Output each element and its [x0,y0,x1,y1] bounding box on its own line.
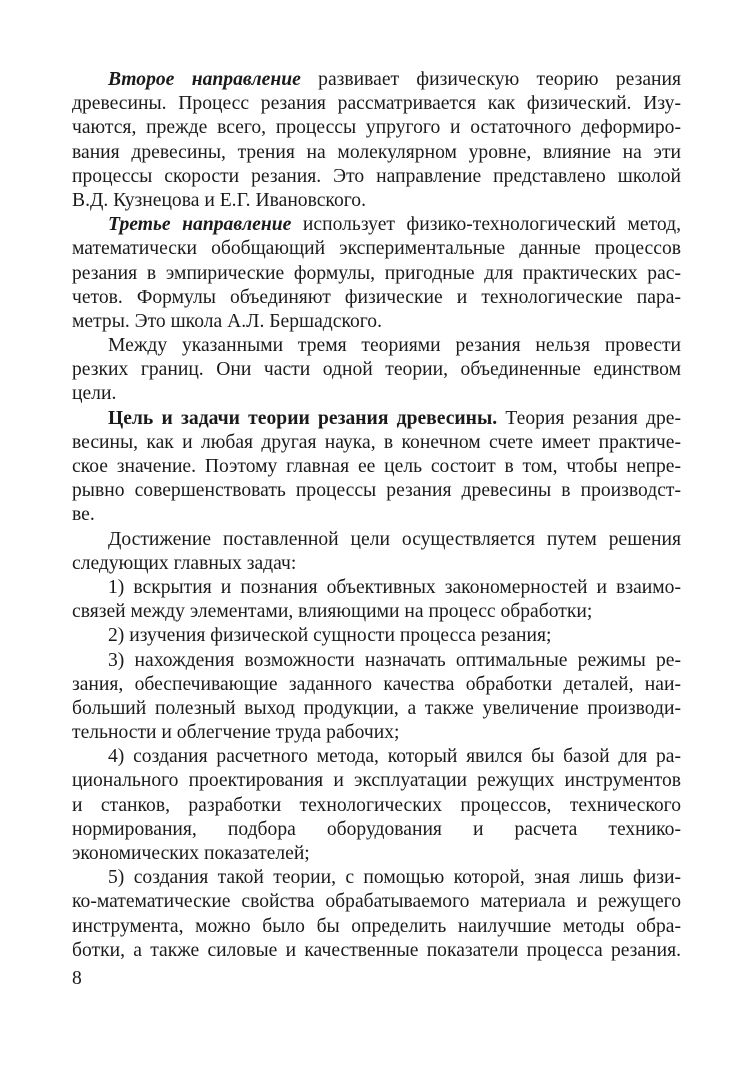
paragraph-third-direction [72,213,681,334]
text-line: 3) нахождения возможности назначать оптимальные режимы ре- [108,649,681,671]
text-line: В.Д. Кузнецова и Е.Г. Ивановского. [72,189,367,211]
text-line: процессы скорости резания. Это направление представлено школой [72,165,681,187]
text-line: зания, обеспечивающие заданного качества обработки деталей, наи- [72,673,681,695]
text-line: ское значение. Поэтому главная ее цель состоит в том, чтобы непре- [72,456,681,477]
term-second-direction: Второе направление [108,69,301,90]
page-number: 8 [72,968,82,989]
section-heading: Цель и задачи теории резания древесины. [108,407,498,429]
text-line: математически обобщающий экспериментальные данные процессов [72,238,681,260]
list-item [72,576,681,624]
paragraph-boundaries [72,334,681,407]
text-line: Достижение поставленной цели осуществляется путем решения [108,528,681,550]
text-line: инструмента, можно было бы определить наилучшие методы обра- [72,915,681,937]
list-item [72,745,681,866]
term-third-direction: Третье направление [108,214,292,236]
text-line: метры. Это школа А.Л. Бершадского. [72,310,383,332]
text-line: нормирования, подбора оборудования и расчета технико- [72,818,681,840]
text-line: резания в эмпирические формулы, пригодные для практических рас- [72,262,681,284]
text-line: больший полезный выход продукции, а также увеличение производи- [72,697,681,719]
text-line: Между указанными тремя теориями резания нельзя провести [108,335,681,357]
text-line: ве. [72,504,95,526]
text-line: древесины. Процесс резания рассматривается как физический. Изу- [72,93,681,115]
text-line: цели. [72,383,117,405]
text-line: ботки, а также силовые и качественные показатели процесса резания. [72,939,681,961]
text-line: четов. Формулы объединяют физические и технологические пара- [72,286,681,308]
text-line: тельности и облегчение труда рабочих; [72,722,400,744]
paragraph-second-direction [72,68,681,213]
paragraph-goals-heading [72,407,681,528]
text-line: резких границ. Они части одной теории, объединенные единством [72,359,681,381]
text-line: связей между элементами, влияющими на процесс обработки; [72,601,593,623]
text-line: и станков, разработки технологических процессов, технического [72,794,681,816]
text-line: Третье направление использует физико-технологический метод, [108,214,681,236]
text-line: ко-математические свойства обрабатываемого материала и режущего [72,891,681,913]
text-line: ционального проектирования и эксплуатации режущих инструментов [72,770,681,792]
page-body [72,68,681,963]
text-line: чаются, прежде всего, процессы упругого и остаточного деформиро- [72,117,681,139]
text-line: вания древесины, трения на молекулярном уровне, влияние на эти [72,141,681,163]
list-item [72,624,681,648]
text-line: следующих главных задач: [72,552,297,574]
text-line: весины, как и любая другая наука, в конечном счете имеет практиче- [72,431,681,453]
text-line: 4) создания расчетного метода, который явился бы базой для ра- [108,746,681,768]
text-line: Цель и задачи теории резания древесины. Теория резания дре- [108,407,681,429]
text-line: 2) изучения физической сущности процесса резания; [108,625,552,647]
text-line: экономических показателей; [72,843,310,864]
paragraph-achievement [72,528,681,576]
text-line: 1) вскрытия и познания объективных закономерностей и взаимо- [108,576,681,598]
list-item [72,649,681,746]
text-line: Второе направление развивает физическую теорию резания [108,69,681,90]
text-line: рывно совершенствовать процессы резания древесины в производст- [72,480,681,502]
text-line: 5) создания такой теории, с помощью которой, зная лишь физи- [108,867,681,889]
list-item [72,866,681,963]
